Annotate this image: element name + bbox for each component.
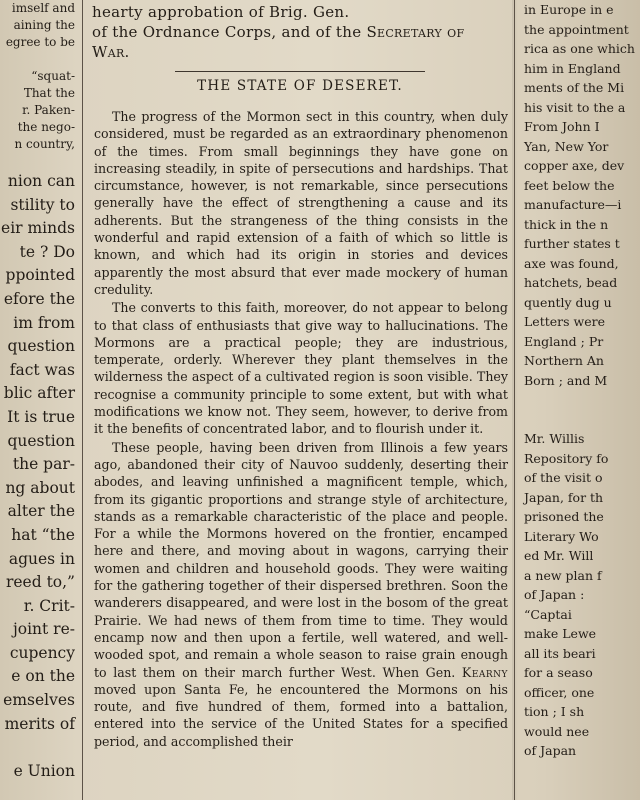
article-body	[88, 108, 512, 750]
left-fragment-line: the par-	[12, 455, 75, 474]
paragraph-2-text: The converts to this faith, moreover, do not appear to belong to that class of enthusiasts that give way to hallucinations. The Mormons are a practical people; they are industrious, temperate, orderly. Wherever they plant themselves in the wilderness the aspect of a cultivated region is soon visible. They recognise a community principle to some extent, but with what modifications we know not. They seem, however, to derive from it the benefits of concentrated labor, and to flourish under it.	[94, 300, 508, 437]
left-fragment-line: joint re-	[12, 620, 75, 639]
left-column-fragment	[0, 0, 78, 783]
right-fragment-line: copper axe, dev	[524, 158, 625, 173]
left-fragment-line	[0, 153, 78, 170]
right-fragment-line: axe was found,	[524, 255, 619, 271]
left-fragment-line: nion can	[7, 172, 75, 190]
left-fragment-line: stility to	[10, 195, 75, 214]
main-column	[88, 0, 512, 750]
top-line-2	[92, 22, 512, 42]
left-fragment-line: eir minds	[1, 219, 75, 238]
right-fragment-line: Born ; and M	[524, 372, 608, 388]
right-fragment-line: manufacture—i	[524, 197, 622, 212]
right-fragment-line: feet below the	[524, 177, 615, 193]
left-fragment-line: hat “the	[11, 525, 75, 544]
left-fragment-line: r. Paken-	[22, 103, 75, 117]
right-column-fragment	[518, 0, 640, 761]
right-fragment-line: of Japan :	[524, 587, 585, 602]
paragraph-3-text-a: These people, having been driven from Illinois a few years ago, abandoned their city of Nauvoo suddenly, deserting their abodes, and leaving unfinished a magnificent temple, which, from its gigantic proportions and strange style of architecture, stands as a remarkable characteristic of the place and people. For a while the Mormons hovered on the frontier, encamped here and there, and moving about in wagons, carrying their women and children and household goods. They were waiting for the gathering together of their dispersed brethren. Soon the wanderers disappeared, and were lost in the bosom of the great Prairie. We had news of them from time to time. They would encamp now and then upon a fertile, well watered, and well-wooded spot, and remain a whole season to raise grain enough to last them on their march further West. When Gen.	[94, 439, 508, 680]
right-fragment-line: all its beari	[524, 645, 596, 661]
left-fragment-line: e Union	[13, 761, 75, 780]
right-fragment-line: officer, one	[524, 684, 595, 700]
left-fragment-line: agues in	[8, 549, 75, 568]
top-line-3: War.	[92, 43, 130, 61]
right-fragment-line: Mr. Willis	[524, 431, 585, 446]
right-fragment-line: the appointment	[524, 21, 629, 37]
right-fragment-line: make Lewe	[524, 626, 597, 641]
left-fragment-line: cupency	[9, 643, 75, 662]
right-fragment-line: further states t	[524, 236, 620, 251]
right-fragment-line: him in England	[524, 60, 621, 76]
article-headline: THE STATE OF DESERET.	[197, 78, 403, 94]
right-fragment-line: in Europe in e	[524, 2, 614, 17]
right-fragment-line: Literary Wo	[524, 528, 599, 544]
right-fragment-line: prisoned the	[524, 509, 604, 524]
right-fragment-line	[518, 390, 640, 410]
left-fragment-line: fact was	[9, 360, 75, 379]
left-fragment-line: That the	[23, 86, 75, 100]
left-fragment-line: ng about	[5, 478, 75, 497]
right-fragment-line: Letters were	[524, 314, 605, 329]
left-fragment-line: imself and	[11, 1, 75, 15]
right-fragment-line: ments of the Mi	[524, 80, 625, 95]
right-fragment-line: would nee	[524, 723, 590, 739]
column-rule-left	[82, 0, 83, 800]
right-fragment-line: Northern An	[524, 353, 604, 368]
left-fragment-line: efore the	[3, 289, 75, 308]
article-paragraph-1	[88, 108, 512, 298]
left-fragment-line: e on the	[11, 667, 75, 686]
right-fragment-line: Yan, New Yor	[524, 138, 609, 154]
left-fragment-line: r. Crit-	[23, 596, 75, 615]
left-fragment-line: question	[7, 431, 75, 450]
left-fragment-line: n country,	[14, 137, 75, 151]
column-rule-right	[514, 0, 515, 800]
left-fragment-line: It is true	[7, 407, 75, 426]
headline-divider	[175, 71, 425, 72]
left-fragment-line: the nego-	[17, 120, 75, 134]
right-fragment-line: Japan, for th	[524, 489, 604, 505]
right-fragment-line: for a seaso	[524, 665, 593, 680]
right-fragment-line: thick in the n	[524, 216, 609, 232]
secretary-smallcaps: Secretary of	[366, 23, 465, 41]
top-line-1: hearty approbation of Brig. Gen.	[92, 3, 350, 21]
right-fragment-line: From John I	[524, 119, 600, 134]
right-fragment-line: rica as one which	[524, 41, 635, 56]
left-fragment-line: alter the	[7, 502, 75, 521]
top-text	[92, 0, 512, 62]
right-fragment-line	[518, 410, 640, 430]
left-fragment-line: te ? Do	[19, 242, 75, 261]
right-fragment-line: a new plan f	[524, 567, 602, 583]
right-fragment-line: tion ; I sh	[524, 704, 585, 719]
left-fragment-line: “squat-	[31, 69, 75, 83]
left-fragment-line: aining the	[13, 18, 75, 32]
kearny-smallcaps: Kearny	[461, 664, 508, 680]
left-fragment-line	[0, 51, 78, 68]
right-fragment-line: of the visit o	[524, 470, 603, 485]
left-fragment-line: ppointed	[5, 266, 75, 285]
top-line-2-text: of the Ordnance Corps, and of the	[92, 23, 367, 41]
right-fragment-line: ed Mr. Will	[524, 548, 594, 563]
right-fragment-line: of Japan	[524, 743, 577, 758]
right-fragment-line: “Captai	[524, 606, 572, 622]
left-fragment-line: blic after	[3, 384, 75, 403]
right-fragment-line: his visit to the a	[524, 99, 626, 115]
left-fragment-line	[0, 736, 78, 760]
right-fragment-line: Repository fo	[524, 450, 609, 466]
left-fragment-line: im from	[13, 313, 75, 332]
article-paragraph-2	[88, 299, 512, 437]
paragraph-1-text: The progress of the Mormon sect in this country, when duly considered, must be regarded as an extraordinary phenomenon of the times. From small beginnings they have gone on increasing steadily, in spite of persecutions and hardships. That circumstance, however, is not remarkable, since persecutions generally have the effect of strengthening a cause and its adherents. But the strangeness of the thing consists in the wonderful and rapid extension of a faith of which so little is known, and which had its origin in stories and devices apparently the most absurd that ever made mockery of human credulity.	[94, 109, 508, 297]
right-fragment-line: quently dug u	[524, 294, 612, 310]
left-fragment-line: emselves	[3, 691, 75, 710]
left-fragment-line: egree to be	[5, 35, 75, 49]
right-fragment-line: England ; Pr	[524, 333, 604, 349]
article-paragraph-3	[88, 439, 512, 750]
left-fragment-line: question	[7, 337, 75, 356]
paragraph-3-text-b: moved upon Santa Fe, he encountered the Mormons on his route, and five hundred of them, formed into a battalion, entered into the service of the United States for a specified period, and accomplished their	[94, 681, 508, 749]
left-fragment-line: reed to,”	[5, 573, 75, 592]
right-fragment-line: hatchets, bead	[524, 275, 618, 290]
left-fragment-line: merits of	[4, 714, 75, 733]
